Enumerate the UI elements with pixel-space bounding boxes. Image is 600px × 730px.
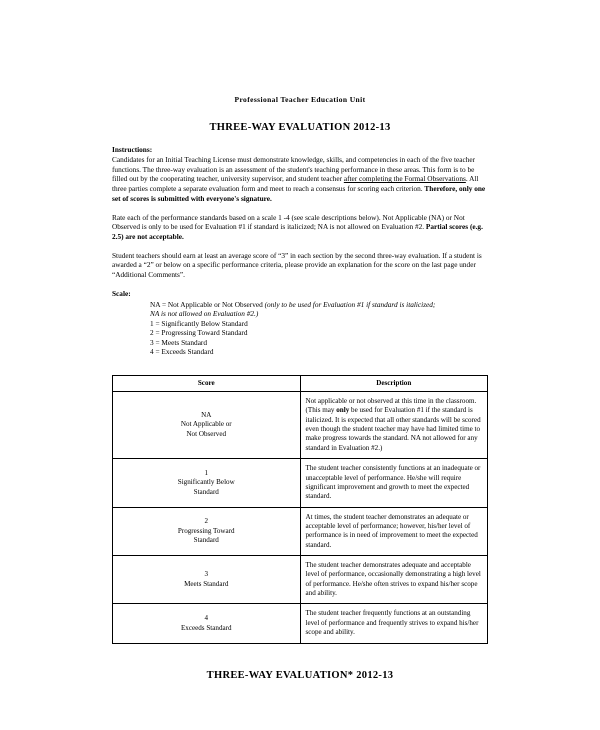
table-row: [113, 459, 488, 507]
score-cell: [113, 604, 301, 643]
score-cell: [113, 507, 301, 555]
table-row: [113, 392, 488, 459]
scale-label: Scale:: [112, 288, 131, 298]
score-label-line2: Not Observed: [186, 429, 227, 438]
instructions-p2-bold: Partial scores (e.g. 2.5) are not acceptable.: [112, 222, 483, 241]
description-cell: The student teacher demonstrates adequate and acceptable level of performance, occasionally demonstrating a high level of performance. He/she often strives to expand his/her scope and ability.: [300, 556, 488, 604]
score-description-table: [112, 375, 488, 644]
score-value: NA: [201, 411, 212, 420]
instructions-paragraph-1: [112, 155, 488, 204]
scale-item-text: 2 = Progressing Toward Standard: [150, 328, 248, 338]
instructions-p1-text-b: . All three parties complete a separate evaluation form and meet to reach a consensus for scoring each criterion.: [112, 174, 479, 194]
score-value: 3: [204, 570, 209, 579]
scale-item-italic: NA is not allowed on Evaluation #2.): [150, 309, 259, 319]
table-row: [113, 507, 488, 555]
column-header-description: Description: [300, 375, 488, 391]
score-cell: [113, 459, 301, 507]
scale-item: [150, 319, 488, 328]
score-value: 4: [204, 614, 209, 623]
description-cell: [300, 392, 488, 459]
score-cell: [113, 392, 301, 459]
instructions-p1-text-a: Candidates for an Initial Teaching License must demonstrate knowledge, skills, and competencies in each of the five teacher functions. The three-way evaluation is an assessment of the student's teaching performance in these areas. This form is to be filled out by the cooperating teacher, university supervisor, and student teacher: [112, 155, 476, 184]
table-row: [113, 604, 488, 643]
scale-item: [150, 328, 488, 337]
score-label-line1: Exceeds Standard: [180, 623, 232, 632]
instructions-p1-bold: Therefore, only one set of scores is submitted with everyone's signature.: [112, 184, 486, 203]
description-text-c: be used for Evaluation #1 if the standard is italicized. It is expected that all other standards will be scored even though the student teacher may have had limited time to make progress towards the standard. NA not allowed for any standard in Evaluation #2.): [305, 406, 481, 452]
scale-item-italic: (only to be used for Evaluation #1 if standard is italicized;: [264, 299, 436, 309]
score-label-line2: Standard: [193, 487, 219, 496]
score-label-line1: Not Applicable or: [180, 420, 232, 429]
score-label-line1: Meets Standard: [184, 579, 229, 588]
score-cell: [113, 556, 301, 604]
description-cell: At times, the student teacher demonstrates an adequate or acceptable level of performance; however, his/her level of performance is in need of improvement to meet the expected standard.: [300, 507, 488, 555]
scale-item-text: 3 = Meets Standard: [150, 337, 208, 347]
description-text-b: (This may: [305, 406, 337, 415]
scale-item: [150, 309, 488, 318]
scale-item: [150, 338, 488, 347]
description-cell: The student teacher consistently functions at an inadequate or unacceptable level of performance. He/she will require significant improvement and growth to meet the expected standard.: [300, 459, 488, 507]
description-text-bold: only: [336, 406, 350, 415]
score-value: 2: [204, 517, 209, 526]
table-row: [113, 556, 488, 604]
page-title: THREE-WAY EVALUATION 2012-13: [209, 122, 391, 133]
description-text-a: Not applicable or not observed at this time in the classroom.: [305, 397, 477, 405]
instructions-paragraph-3: Student teachers should earn at least an average score of “3” in each section by the second three-way evaluation. If a student is awarded a “2” or below on a specific performance criteria, please provide an explanation for the score on the last page under “Additional Comments”.: [112, 250, 482, 280]
score-label-line1: Progressing Toward: [177, 526, 235, 535]
scale-item-text: 1 = Significantly Below Standard: [150, 318, 248, 328]
instructions-p1-underline: after completing the Formal Observations: [343, 174, 466, 184]
scale-list: [112, 300, 488, 357]
instructions-p2-text: Rate each of the performance standards based on a scale 1 -4 (see scale descriptions below). Not Applicable (NA) or Not Observed is only to be used for Evaluation #1 if standard is italicized; NA is not allowed on Evaluation #2.: [112, 212, 465, 232]
instructions-paragraph-2: [112, 213, 488, 242]
scale-item: [150, 347, 488, 356]
score-label-line2: Standard: [193, 535, 219, 544]
document-header: Professional Teacher Education Unit: [234, 95, 366, 104]
score-label-line1: Significantly Below: [177, 478, 235, 487]
instructions-label: Instructions:: [112, 145, 153, 154]
footer-title: THREE-WAY EVALUATION* 2012-13: [206, 669, 394, 681]
column-header-score: Score: [113, 375, 301, 391]
table-header-row: [113, 375, 488, 391]
scale-item: [150, 300, 488, 309]
description-cell: The student teacher frequently functions at an outstanding level of performance and frequently strives to expand his/her scope and ability.: [300, 604, 488, 643]
scale-item-text: NA = Not Applicable or Not Observed: [150, 299, 265, 309]
score-value: 1: [204, 468, 209, 477]
scale-item-text: 4 = Exceeds Standard: [150, 347, 214, 357]
